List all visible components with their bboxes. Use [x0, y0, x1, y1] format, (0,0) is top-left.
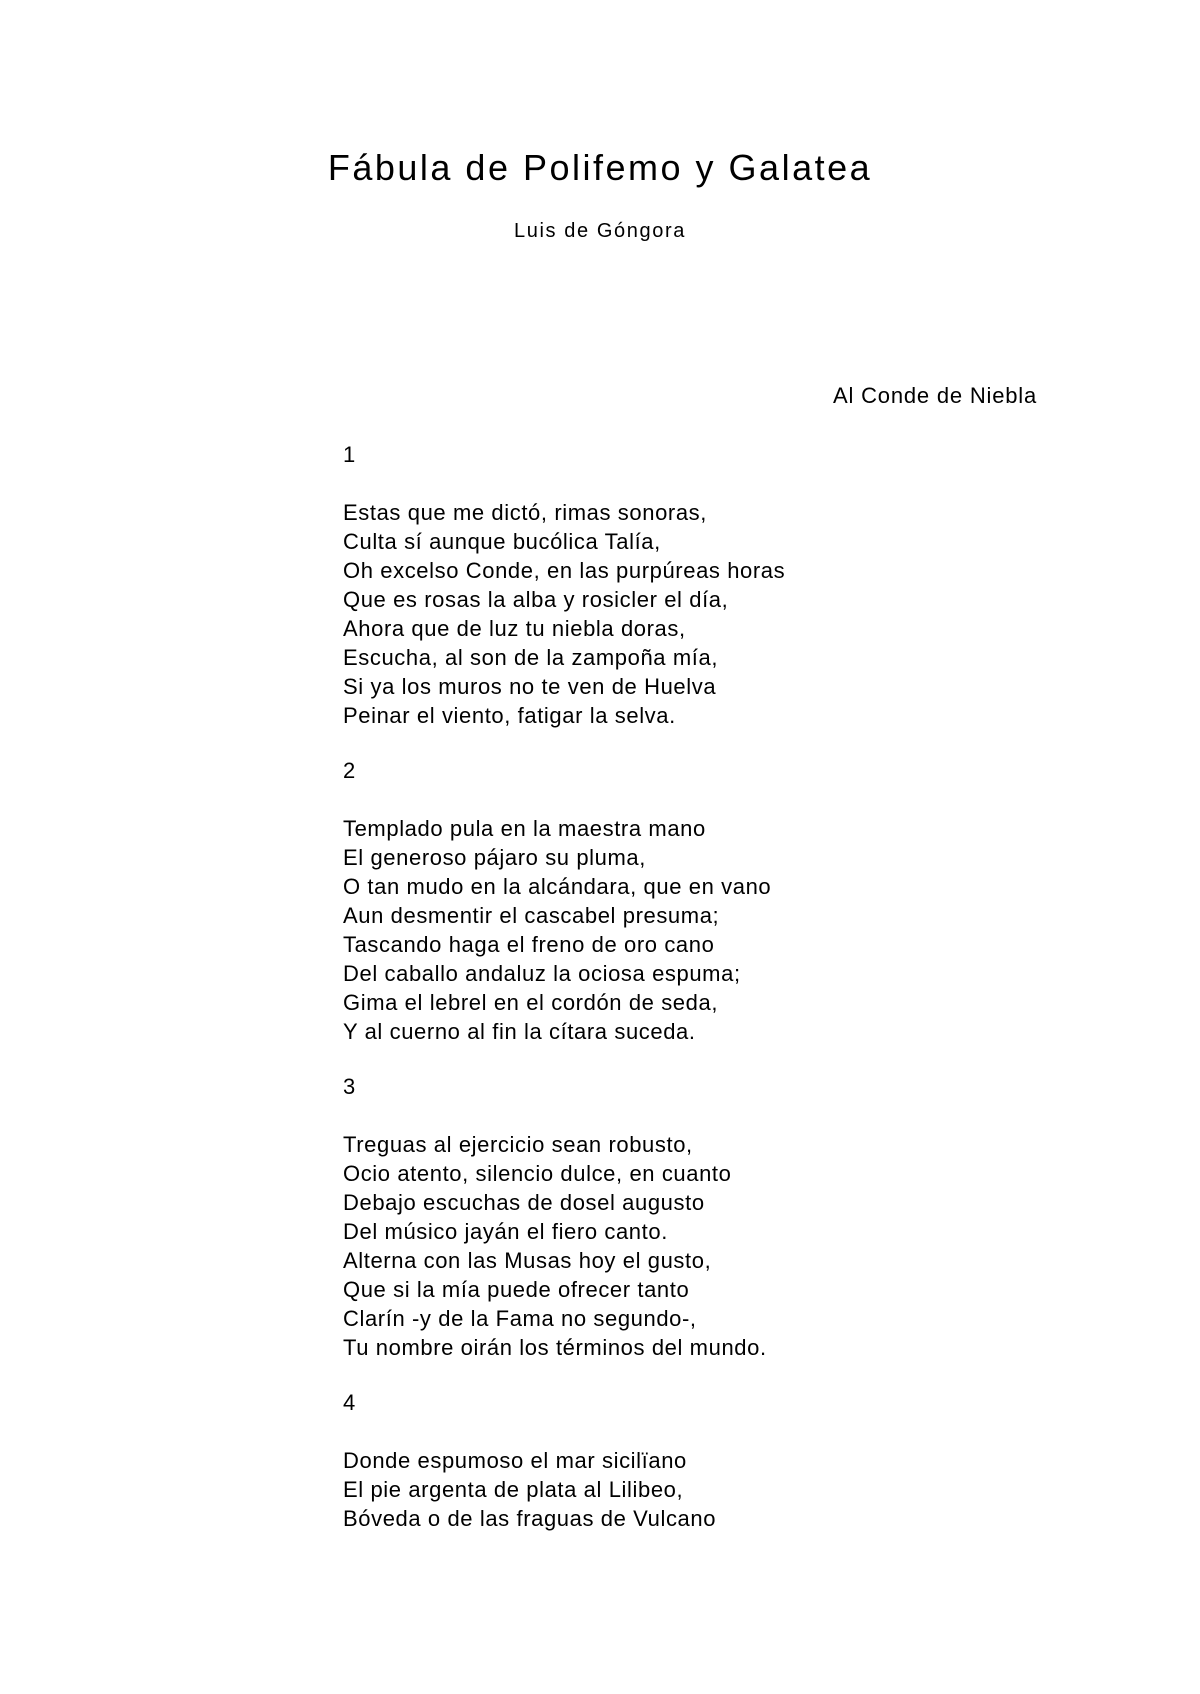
verse-line: Debajo escuchas de dosel augusto	[343, 1190, 705, 1215]
verse-line: Estas que me dictó, rimas sonoras,	[343, 500, 707, 525]
verse-line: Templado pula en la maestra mano	[343, 816, 706, 841]
poem-dedication: Al Conde de Niebla	[833, 383, 1037, 408]
verse-line: Gima el lebrel en el cordón de seda,	[343, 990, 719, 1015]
verse-line: Tu nombre oirán los términos del mundo.	[343, 1335, 767, 1360]
verse-line: Peinar el viento, fatigar la selva.	[343, 703, 676, 728]
verse-line: Que si la mía puede ofrecer tanto	[343, 1277, 690, 1302]
verse-line: El pie argenta de plata al Lilibeo,	[343, 1477, 684, 1502]
verse-line: Ocio atento, silencio dulce, en cuanto	[343, 1161, 732, 1186]
verse-line: Si ya los muros no te ven de Huelva	[343, 674, 717, 699]
verse-line: Ahora que de luz tu niebla doras,	[343, 616, 686, 641]
verse-line: Que es rosas la alba y rosicler el día,	[343, 587, 729, 612]
verse-line: Tascando haga el freno de oro cano	[343, 932, 715, 957]
verse-line: Y al cuerno al fin la cítara suceda.	[343, 1019, 696, 1044]
verse-line: Escucha, al son de la zampoña mía,	[343, 645, 719, 670]
verse-line: Bóveda o de las fraguas de Vulcano	[343, 1506, 717, 1531]
poem-title: Fábula de Polifemo y Galatea	[327, 147, 873, 188]
stanza-number: 4	[343, 1390, 356, 1415]
verse-line: Aun desmentir el cascabel presuma;	[343, 903, 720, 928]
verse-line: Oh excelso Conde, en las purpúreas horas	[343, 558, 786, 583]
verse-line: Del músico jayán el fiero canto.	[343, 1219, 668, 1244]
stanza-3	[343, 1072, 1063, 1362]
verse-line: Donde espumoso el mar sicilïano	[343, 1448, 687, 1473]
poem-author: Luis de Góngora	[514, 220, 686, 242]
stanza-number: 3	[343, 1074, 356, 1099]
verse-line: Clarín -y de la Fama no segundo-,	[343, 1306, 697, 1331]
stanza-1	[343, 440, 1063, 730]
verse-line: O tan mudo en la alcándara, que en vano	[343, 874, 772, 899]
verse-line: Del caballo andaluz la ociosa espuma;	[343, 961, 741, 986]
stanza-list	[343, 440, 1063, 1559]
stanza-number: 1	[343, 442, 356, 467]
stanza-4	[343, 1388, 1063, 1533]
stanza-2	[343, 756, 1063, 1046]
verse-line: Culta sí aunque bucólica Talía,	[343, 529, 661, 554]
verse-line: Alterna con las Musas hoy el gusto,	[343, 1248, 712, 1273]
stanza-number: 2	[343, 758, 356, 783]
verse-line: El generoso pájaro su pluma,	[343, 845, 646, 870]
verse-line: Treguas al ejercicio sean robusto,	[343, 1132, 693, 1157]
